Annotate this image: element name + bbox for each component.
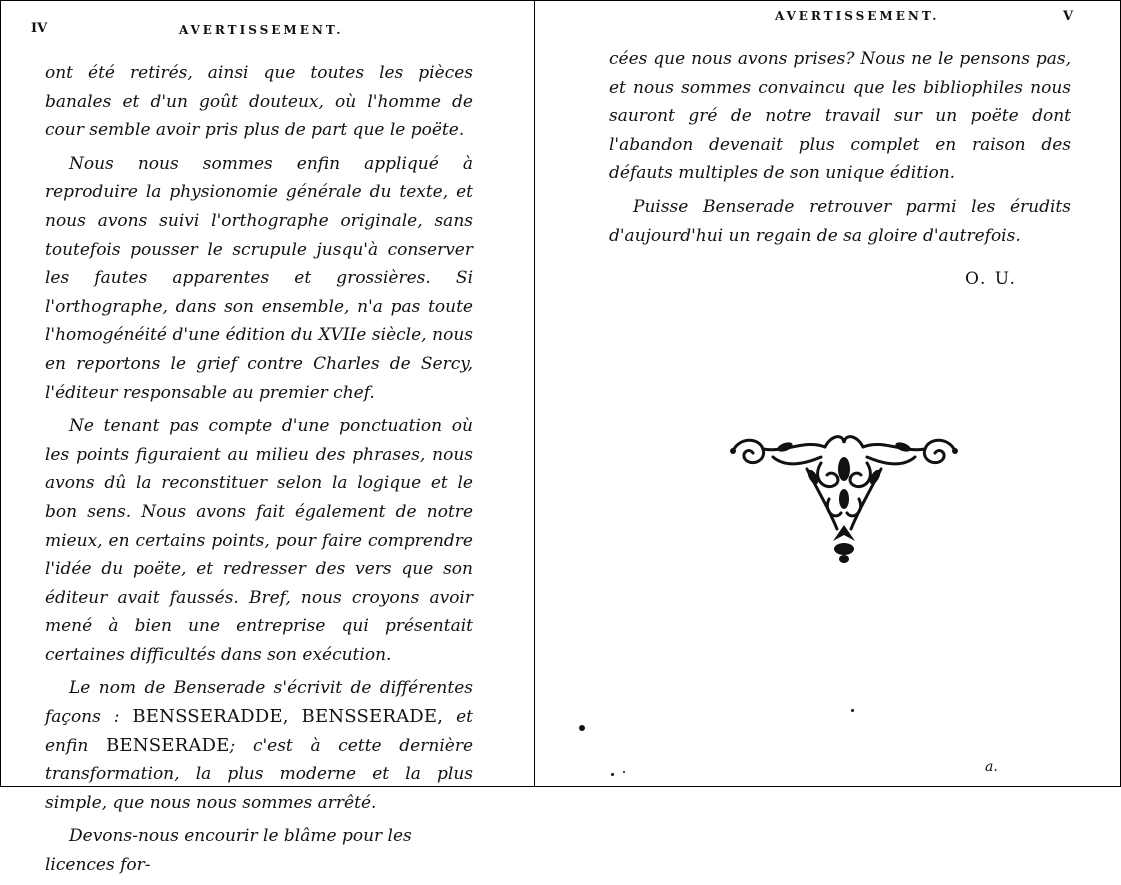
right-body-text	[609, 45, 1071, 255]
paragraph-last-line: Devons-nous encourir le blâme pour les licences for-	[45, 826, 412, 876]
names-intro: Le nom de Benserade s'écrivit de différentes façons :	[45, 678, 473, 728]
paragraph: Nous nous sommes enfin appliqué à reproduire la physionomie générale du texte, et nous avons suivi l'orthographe originale, sans toutefois pousser le scrupule jusqu'à conserver les fautes apparentes et grossières. Si l'orthographe, dans son ensemble, n'a pas toute l'homogénéité d'une édition du XVIIe siècle, nous en reportons le grief contre Charles de Sercy, l'éditeur responsable au premier chef.	[45, 153, 473, 403]
name-form: BENSSERADE,	[301, 706, 444, 728]
right-page	[535, 1, 1120, 786]
author-signature: O. U.	[965, 269, 1017, 289]
scan-speck	[623, 771, 625, 773]
paragraph: ont été retirés, ainsi que toutes les pièces banales et d'un goût douteux, où l'homme de cour semble avoir pris plus de part que le poëte.	[45, 63, 473, 141]
left-body-text	[45, 59, 473, 885]
scan-speck	[851, 709, 854, 712]
paragraph-names	[45, 674, 473, 817]
scan-speck	[579, 725, 585, 731]
page-folio: IV	[31, 21, 48, 36]
left-page	[1, 1, 534, 876]
paragraph: Ne tenant pas compte d'une ponctuation où les points figuraient au milieu des phrases, nous avons dû la reconstituer selon la logique et le bon sens. Nous avons fait également de notre mieux, en certains points, pour faire comprendre l'idée du poëte, et redresser des vers que son éditeur avait faussés. Bref, nous croyons avoir mené à bien une entreprise qui présentait certaines difficultés dans son exécution.	[45, 416, 473, 665]
paragraph: Puisse Benserade retrouver parmi les érudits d'aujourd'hui un regain de sa gloire d'autrefois.	[609, 196, 1071, 246]
signature-mark: a.	[985, 759, 998, 775]
floral-ornament-icon	[725, 429, 963, 564]
names-outro: ; c'est à cette dernière transformation, la plus moderne et la plus simple, que nous nous sommes arrêté.	[45, 735, 473, 813]
paragraph: cées que nous avons prises? Nous ne le pensons pas, et nous sommes convaincu que les bibliophiles nous sauront gré de notre travail sur un poëte dont l'abandon devenait plus complet en raison des défauts multiples de son unique édition.	[609, 49, 1071, 184]
name-form: BENSSERADDE,	[132, 706, 289, 728]
name-connector: et enfin	[45, 707, 473, 756]
name-form: BENSERADE	[106, 734, 230, 756]
scan-speck	[611, 773, 614, 776]
page-folio: V	[1063, 9, 1074, 24]
running-head: AVERTISSEMENT.	[775, 9, 940, 23]
running-head: AVERTISSEMENT.	[179, 23, 344, 37]
